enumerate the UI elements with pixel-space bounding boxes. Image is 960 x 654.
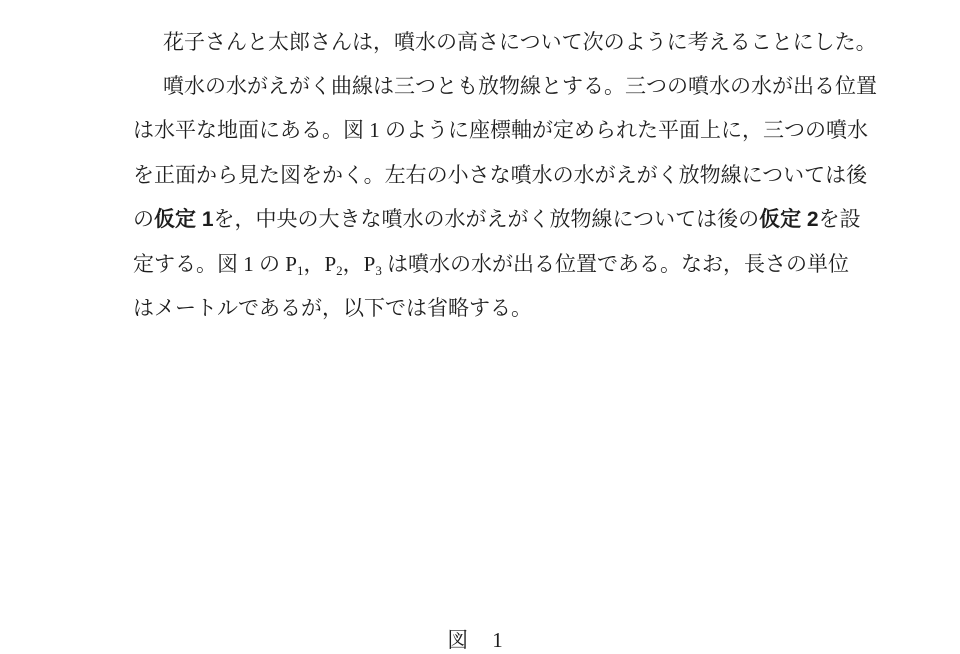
point-ref-p2: $P_2$: [324, 252, 343, 279]
figure-caption-word: 図: [447, 628, 469, 652]
text-line-5: [133, 197, 913, 242]
line6-comma2: ，: [342, 252, 364, 277]
line5-pre: の: [133, 206, 154, 231]
text-line-2: 噴水の水がえがく曲線は三つとも放物線とする。三つの噴水の水が出る位置: [163, 74, 877, 99]
text-line-3: は水平な地面にある。図 1 のように座標軸が定められた平面上に，三つの噴水: [133, 118, 868, 143]
text-line-7: はメートルであるが，以下では省略する。: [133, 296, 532, 321]
figure-caption: [250, 627, 700, 653]
line6-pre: 定する。図 1 の: [133, 252, 286, 277]
line6-post: は噴水の水が出る位置である。なお，長さの単位: [381, 252, 850, 277]
text-line-4: を正面から見た図をかく。左右の小さな噴水の水がえがく放物線については後: [133, 162, 868, 187]
point-ref-p3: $P_3$: [363, 252, 382, 279]
line6-comma1: ，: [303, 252, 325, 277]
figure-caption-number: 1: [492, 628, 503, 652]
text-line-1: 花子さんと太郎さんは，噴水の高さについて次のように考えることにした。: [163, 30, 877, 54]
assumption-1-bold: 仮定 1: [154, 207, 214, 231]
point-ref-p1: $P_1$: [285, 252, 304, 279]
figure-1-diagram: [250, 332, 700, 627]
line5-mid: を，中央の大きな噴水の水がえがく放物線については後の: [213, 206, 760, 231]
line5-post: を設: [818, 206, 861, 231]
problem-text: [133, 20, 913, 330]
assumption-2-bold: 仮定 2: [759, 207, 819, 231]
text-line-6: [133, 242, 913, 286]
